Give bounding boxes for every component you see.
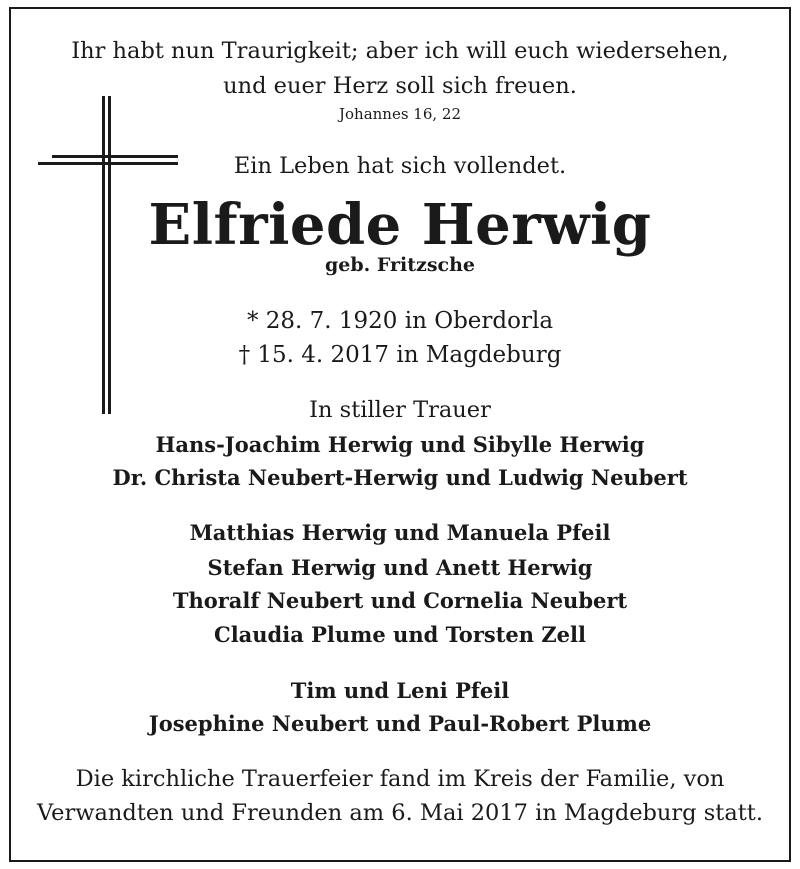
birth-date: * 28. 7. 1920 in Oberdorla: [246, 308, 554, 334]
mourner-line: Dr. Christa Neubert-Herwig und Ludwig Neubert: [112, 465, 688, 490]
death-date: † 15. 4. 2017 in Magdeburg: [238, 342, 562, 368]
mourner-line: Thoralf Neubert und Cornelia Neubert: [172, 588, 628, 613]
deceased-name: Elfriede Herwig: [148, 192, 652, 258]
mourning-heading: In stiller Trauer: [309, 397, 491, 423]
maiden-name: geb. Fritzsche: [324, 254, 475, 276]
mourner-line: Matthias Herwig und Manuela Pfeil: [189, 520, 611, 545]
mourner-line: Stefan Herwig und Anett Herwig: [207, 555, 593, 580]
quote-line-2: und euer Herz soll sich freuen.: [223, 73, 577, 99]
mourner-line: Claudia Plume und Torsten Zell: [213, 622, 586, 647]
funeral-note-line-1: Die kirchliche Trauerfeier fand im Kreis der Familie, von: [75, 766, 725, 792]
intro-text: Ein Leben hat sich vollendet.: [233, 153, 567, 179]
mourner-line: Josephine Neubert und Paul-Robert Plume: [148, 711, 652, 736]
quote-line-1: Ihr habt nun Traurigkeit; aber ich will euch wiedersehen,: [71, 38, 729, 64]
mourner-line: Hans-Joachim Herwig und Sibylle Herwig: [155, 432, 645, 457]
quote-reference: Johannes 16, 22: [338, 105, 462, 123]
funeral-note-line-2: Verwandten und Freunden am 6. Mai 2017 in Magdeburg statt.: [37, 800, 763, 826]
mourner-line: Tim und Leni Pfeil: [290, 678, 510, 703]
